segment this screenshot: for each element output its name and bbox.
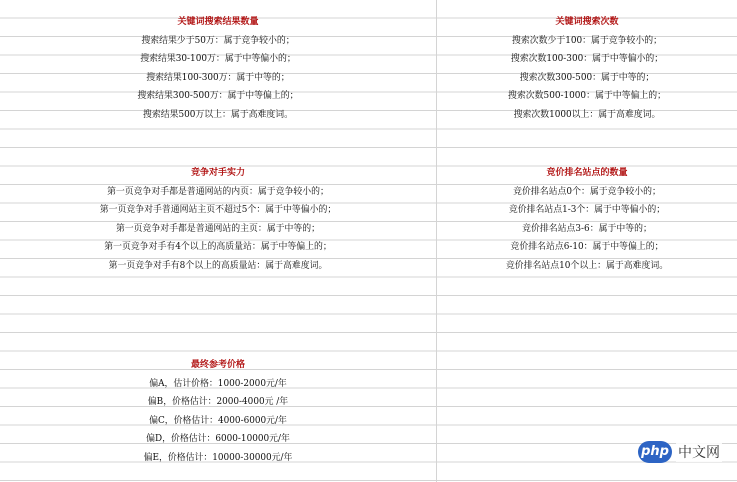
text-line: 偏A，估计价格：1000-2000元/年 [149,378,287,389]
text-line: 搜索结果100-300万：属于中等的； [146,72,290,83]
text-line: 搜索次数300-500：属于中等的； [519,72,655,83]
section-bid-sites [437,164,737,276]
watermark-text: 中文网 [676,442,722,462]
text-line: 搜索结果300-500万：属于中等偏上的； [137,91,299,102]
text-line: 偏C，价格估计：4000-6000元/年 [149,415,287,426]
text-line: 竞价排名站点0个：属于竞争较小的； [513,186,661,197]
text-line: 搜索结果少于50万：属于竞争较小的； [141,35,295,46]
text-line: 第一页竞争对手都是普通网站的内页：属于竞争较小的； [107,186,329,197]
php-watermark [638,440,722,464]
text-line: 偏D，价格估计：6000-10000元/年 [146,434,290,445]
section-title: 最终参考价格 [190,360,245,370]
section-title: 竞争对手实力 [190,168,245,178]
section-competitor-strength [0,164,436,276]
text-line: 竞价排名站点10个以上：属于高难度词。 [505,260,669,271]
section-title: 关键词搜索次数 [555,17,619,27]
text-line: 搜索次数1000以上：属于高难度词。 [513,109,661,120]
php-logo-icon: php [638,441,672,463]
text-line: 竞价排名站点6-10：属于中等偏上的； [510,242,664,253]
text-line: 竞价排名站点1-3个：属于中等偏小的； [508,205,666,216]
text-line: 偏B，价格估计：2000-4000元 /年 [147,397,289,408]
text-line: 搜索次数少于100：属于竞争较小的； [511,35,663,46]
text-line: 第一页竞争对手普通网站主页不超过5个：属于中等偏小的； [99,205,337,216]
text-line: 第一页竞争对手有8个以上的高质量站：属于高难度词。 [108,260,328,271]
text-line: 搜索次数500-1000：属于中等偏上的； [508,91,666,102]
text-line: 搜索结果30-100万：属于中等偏小的； [140,54,296,65]
text-line: 竞价排名站点3-6：属于中等的； [522,223,652,234]
text-line: 第一页竞争对手都是普通网站的主页：属于中等的； [115,223,321,234]
section-search-volume [437,13,737,125]
section-title: 关键词搜索结果数量 [177,17,259,27]
text-line: 偏E，价格估计：10000-30000元/年 [143,452,293,463]
text-line: 搜索结果500万以上：属于高难度词。 [142,109,294,120]
text-line: 搜索次数100-300：属于中等偏小的； [510,54,664,65]
section-final-price [0,356,436,468]
section-search-results [0,13,436,125]
text-line: 第一页竞争对手有4个以上的高质量站：属于中等偏上的； [104,242,332,253]
section-title: 竞价排名站点的数量 [546,168,628,178]
